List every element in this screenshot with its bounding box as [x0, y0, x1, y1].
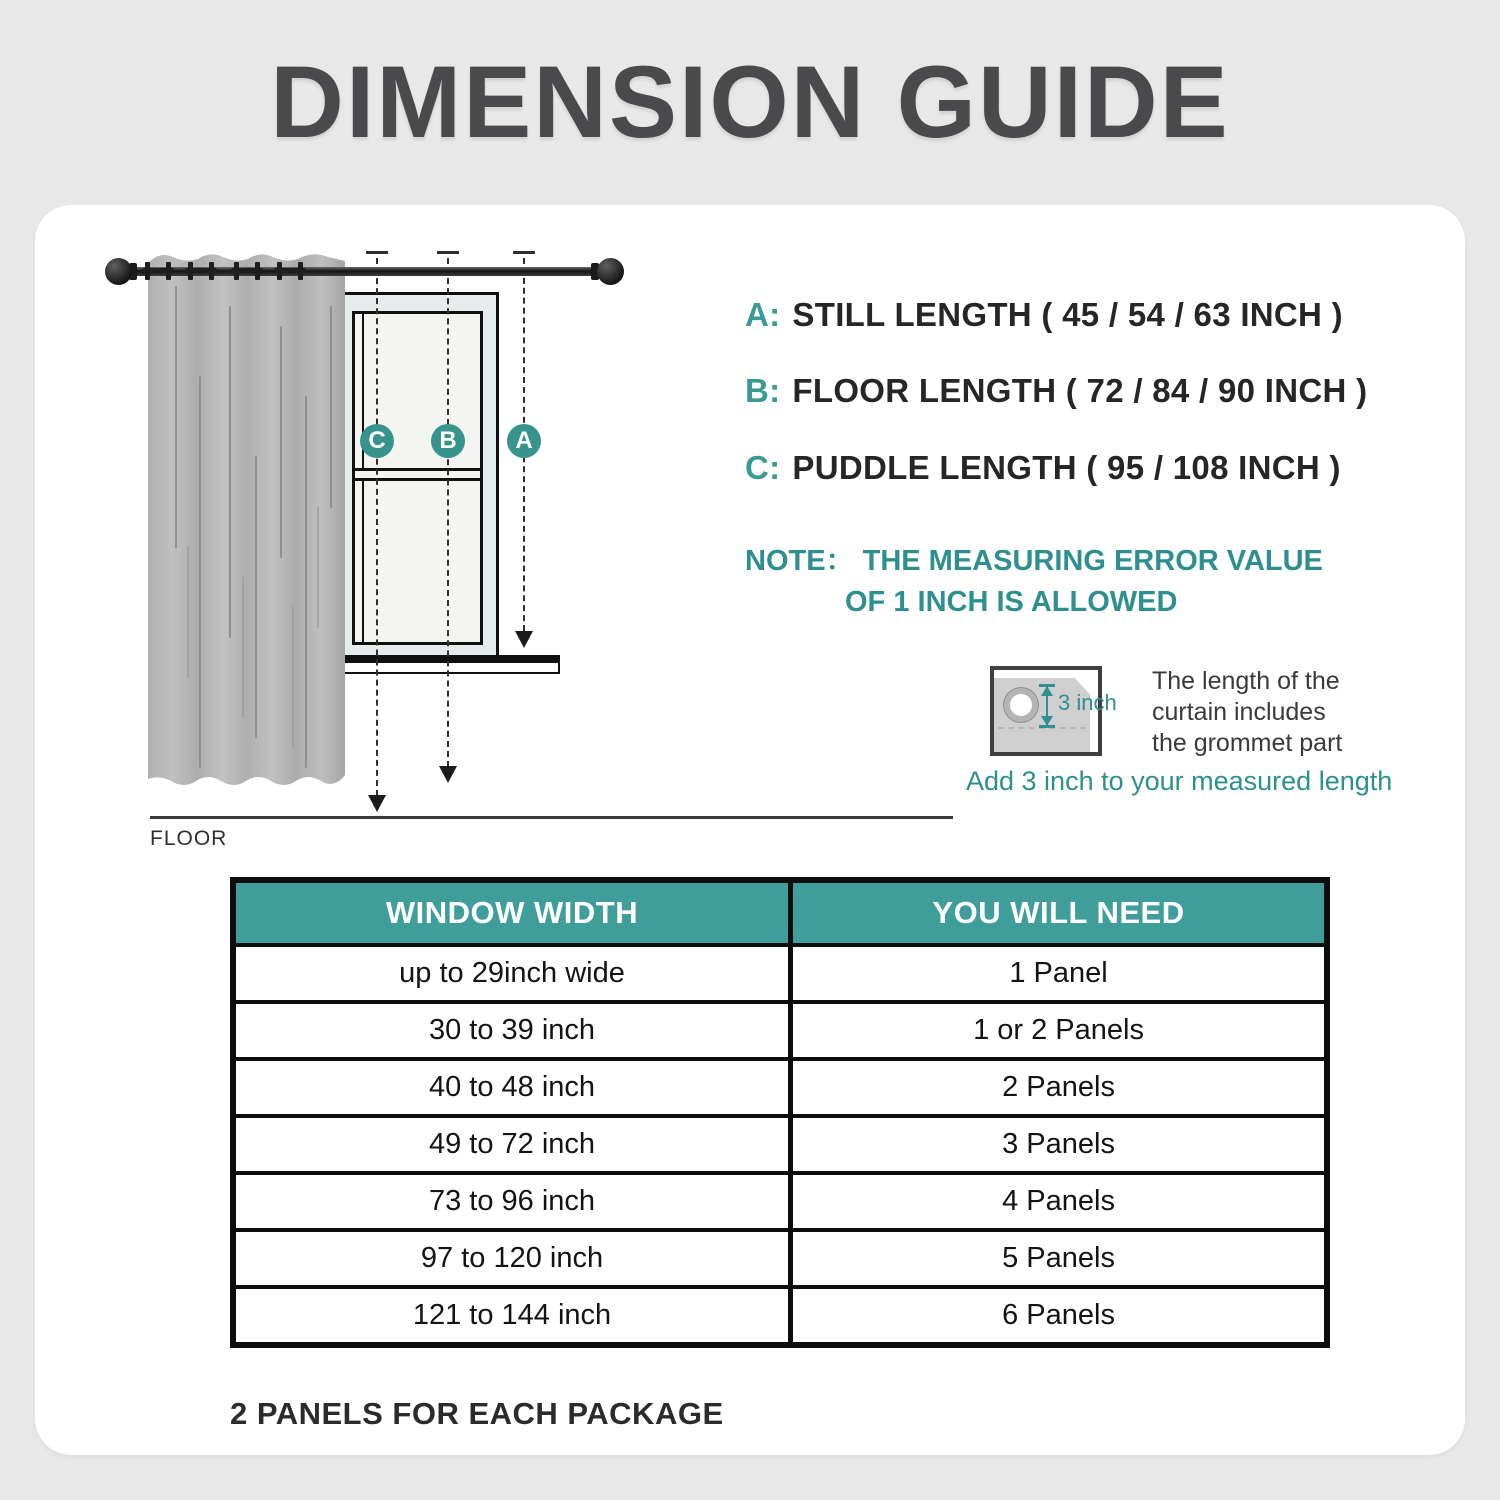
spec-text-c: PUDDLE LENGTH ( 95 / 108 INCH )	[792, 449, 1341, 486]
table-row	[236, 1285, 1324, 1342]
grommet-tip: Add 3 inch to your measured length	[966, 766, 1393, 796]
table-row	[236, 1057, 1324, 1114]
cell-window-width: 73 to 96 inch	[236, 1175, 793, 1228]
cell-panels: 1 Panel	[1009, 957, 1108, 989]
tick-b	[437, 251, 459, 254]
cell-panels: 2 Panels	[1002, 1071, 1115, 1103]
spec-line-a	[745, 296, 1343, 334]
cell-panels: 5 Panels	[1002, 1242, 1115, 1274]
cell-panels: 4 Panels	[1002, 1185, 1115, 1217]
table-row	[236, 1171, 1324, 1228]
cell-window-width: 49 to 72 inch	[236, 1118, 793, 1171]
grommet-arrowhead-down-icon	[1041, 716, 1053, 726]
grommet-arrowhead-up-icon	[1041, 686, 1053, 696]
note-label: NOTE：	[745, 545, 855, 577]
spec-text-a: STILL LENGTH ( 45 / 54 / 63 INCH )	[792, 296, 1343, 333]
rod-finial-left-icon	[105, 258, 132, 285]
table-row	[236, 1000, 1324, 1057]
grommet-description	[1152, 666, 1342, 759]
floor-line	[150, 816, 953, 819]
grommet-clip	[145, 262, 171, 280]
marker-c: C	[360, 424, 394, 458]
table-header-row	[236, 883, 1324, 943]
page-title: DIMENSION GUIDE	[270, 45, 1230, 159]
marker-a: A	[507, 424, 541, 458]
table-row	[236, 1228, 1324, 1285]
cell-panels: 1 or 2 Panels	[973, 1014, 1144, 1046]
tick-a	[513, 251, 535, 254]
spec-line-c	[745, 449, 1341, 487]
grommet-clip	[234, 262, 260, 280]
grommet-description-line: the grommet part	[1152, 729, 1343, 757]
table-row	[236, 1114, 1324, 1171]
cell-window-width: up to 29inch wide	[236, 947, 793, 1000]
cell-window-width: 97 to 120 inch	[236, 1232, 793, 1285]
spec-key-c: C:	[745, 449, 781, 486]
window-meeting-rail	[355, 468, 480, 481]
tick-c	[366, 251, 388, 254]
panel-table	[230, 877, 1330, 1348]
floor-label: FLOOR	[150, 827, 228, 850]
note-line-2: OF 1 INCH IS ALLOWED	[845, 586, 1178, 618]
arrow-c-icon	[368, 795, 386, 812]
spec-text-b: FLOOR LENGTH ( 72 / 84 / 90 INCH )	[792, 372, 1368, 409]
cell-panels: 3 Panels	[1002, 1128, 1115, 1160]
measure-line-b	[447, 258, 449, 767]
grommet-clip	[188, 262, 214, 280]
spec-line-b	[745, 372, 1367, 410]
note-line-1	[745, 538, 1323, 579]
arrow-b-icon	[439, 766, 457, 783]
header-window-width: WINDOW WIDTH	[236, 883, 793, 943]
curtain-illustration	[148, 247, 348, 792]
cell-window-width: 40 to 48 inch	[236, 1061, 793, 1114]
package-note: 2 PANELS FOR EACH PACKAGE	[230, 1396, 724, 1431]
note-text-1: THE MEASURING ERROR VALUE	[862, 545, 1323, 577]
cell-panels: 6 Panels	[1002, 1299, 1115, 1331]
arrow-a-icon	[515, 631, 533, 648]
grommet-description-line: curtain includes	[1152, 698, 1326, 726]
grommet-measure-label: 3 inch	[1058, 690, 1117, 715]
measure-line-c	[376, 258, 378, 796]
grommet-ring-icon	[1004, 688, 1038, 722]
cell-window-width: 121 to 144 inch	[236, 1289, 793, 1342]
table-row	[236, 943, 1324, 1000]
header-you-will-need: YOU WILL NEED	[793, 883, 1324, 943]
grommet-clip	[277, 262, 303, 280]
window-sill-board	[338, 661, 560, 674]
spec-key-b: B:	[745, 372, 781, 409]
spec-key-a: A:	[745, 296, 781, 333]
grommet-description-line: The length of the	[1152, 667, 1340, 695]
cell-window-width: 30 to 39 inch	[236, 1004, 793, 1057]
marker-b: B	[431, 424, 465, 458]
rod-finial-right-icon	[597, 258, 624, 285]
